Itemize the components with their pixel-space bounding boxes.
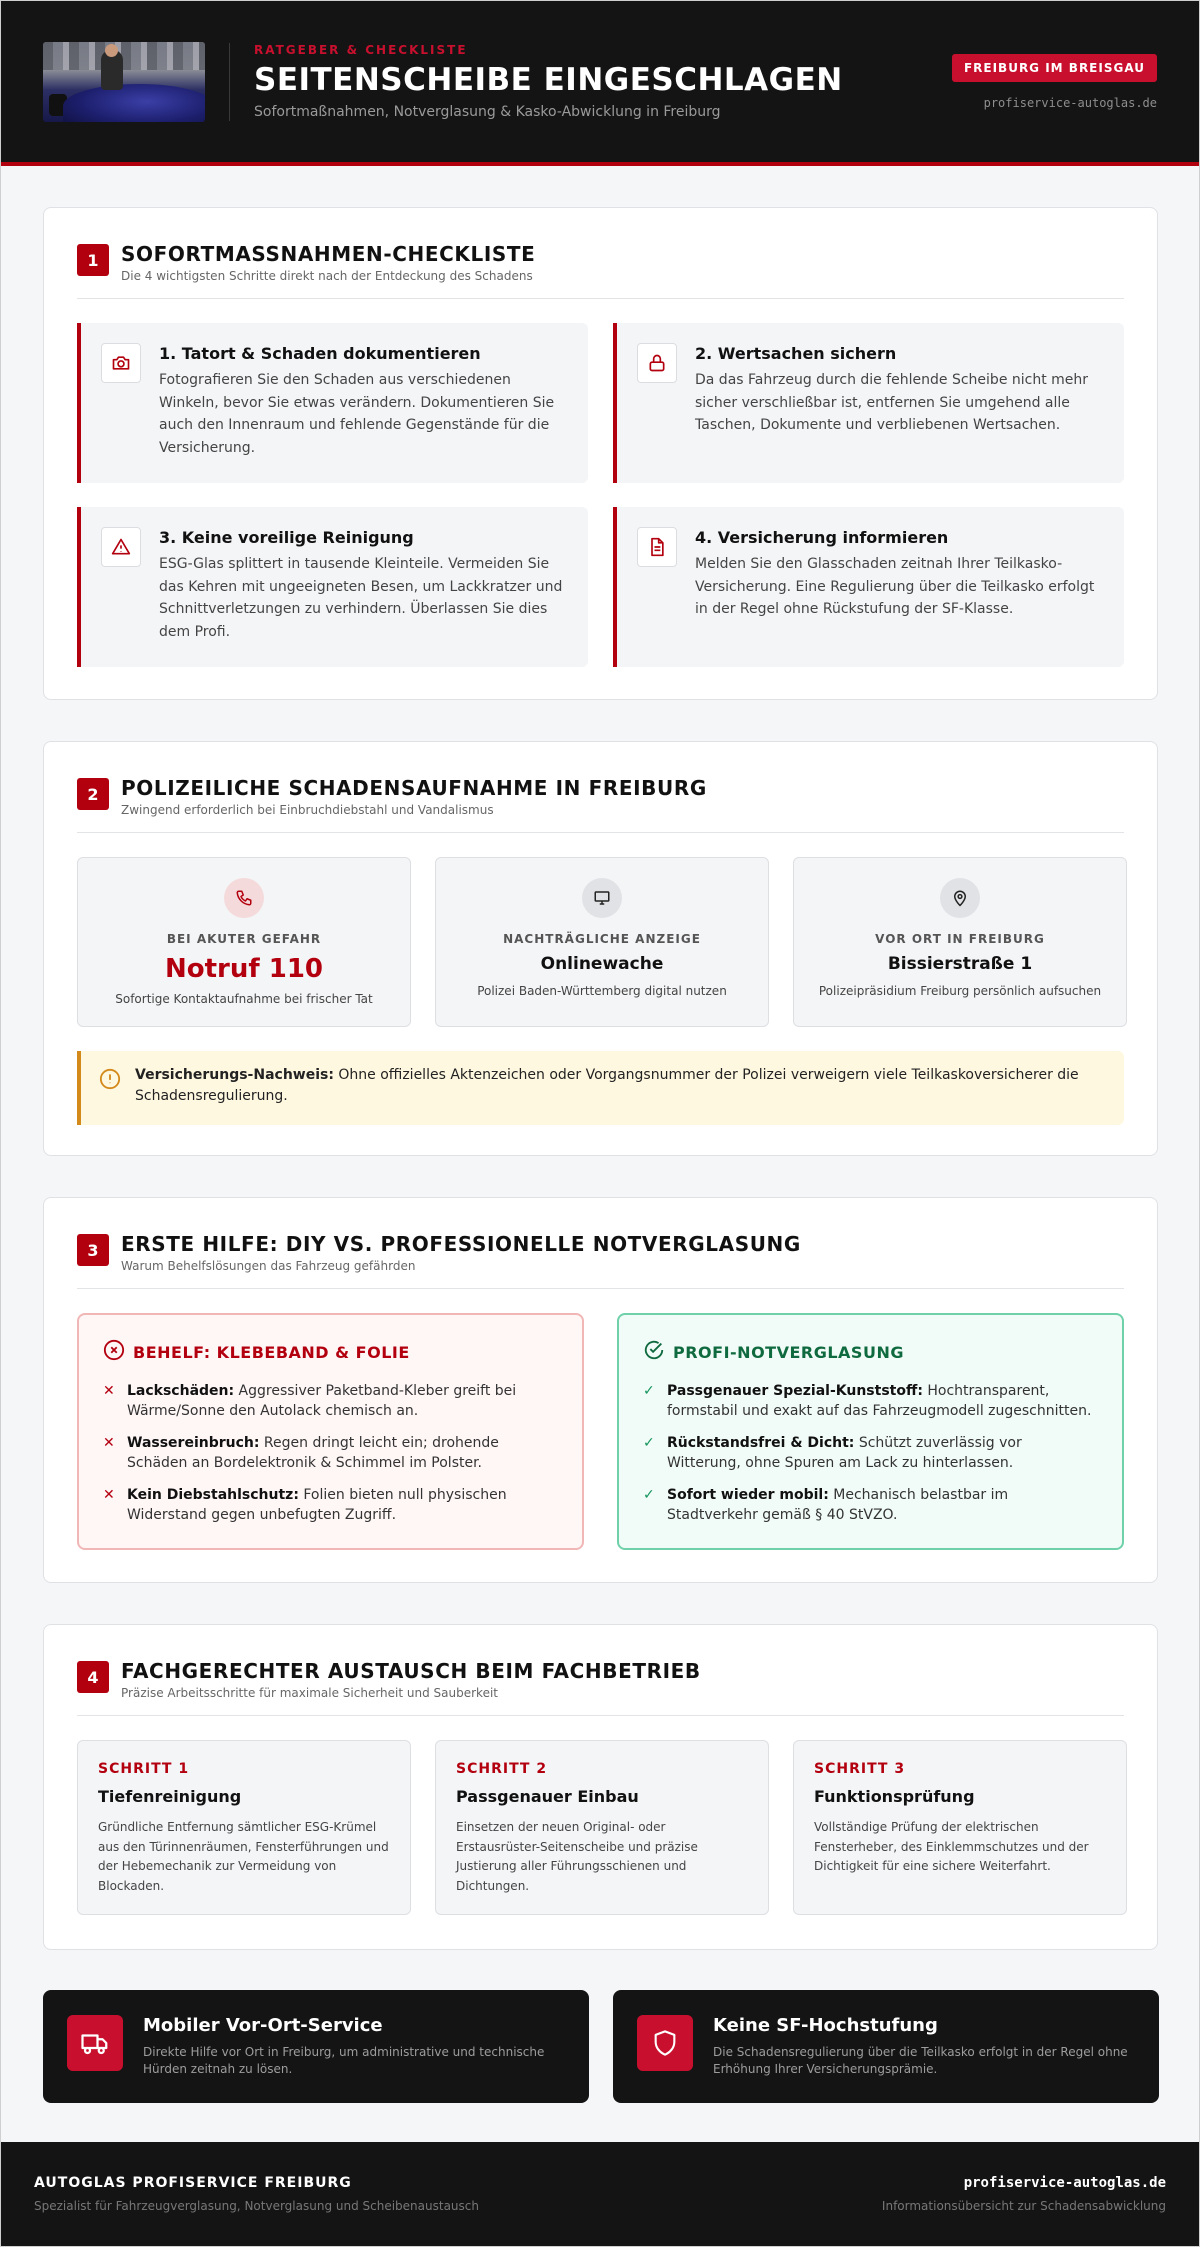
section-title: FACHGERECHTER AUSTAUSCH BEIM FACHBETRIEB [121, 1659, 701, 1683]
police-card-label: NACHTRÄGLICHE ANZEIGE [503, 932, 701, 946]
notice-text: Ohne offizielles Aktenzeichen oder Vorgangsnummer der Polizei verweigern viele Teilkaskoversicherer die Schadensregulierung. [135, 1067, 1079, 1104]
footer [1, 2142, 1199, 2246]
section-subtitle: Präzise Arbeitsschritte für maximale Sicherheit und Sauberkeit [121, 1686, 498, 1700]
step-title: Passgenauer Einbau [456, 1787, 639, 1806]
police-card-label: BEI AKUTER GEFAHR [166, 932, 322, 946]
header-divider [229, 43, 230, 121]
check-mark-icon: ✓ [643, 1487, 655, 1503]
feature-title: Mobiler Vor-Ort-Service [143, 2015, 383, 2036]
checklist-item-title: 3. Keine voreilige Reinigung [159, 528, 414, 547]
lock-icon [637, 343, 677, 383]
warning-icon [101, 527, 141, 567]
police-card-desc: Sofortige Kontaktaufnahme bei frischer Tat [115, 992, 373, 1006]
x-mark-icon: ✕ [103, 1435, 115, 1451]
section-checklist [43, 207, 1158, 700]
section-number: 4 [77, 1661, 109, 1693]
check-mark-icon: ✓ [643, 1383, 655, 1399]
checklist-item-desc: Da das Fahrzeug durch die fehlende Scheibe nicht mehr sicher verschließbar ist, entfernen Sie umgehend alle Taschen, Dokumente und verbliebenen Wertsachen. [695, 372, 1089, 433]
checklist-item-desc: Fotografieren Sie den Schaden aus verschiedenen Winkeln, bevor Sie etwas verändern. Dokumentieren Sie auch den Innenraum und fehlende Gegenstände für die Versicherung. [159, 372, 555, 456]
x-mark-icon: ✕ [103, 1383, 115, 1399]
list-item: ✕ Lackschäden: Aggressiver Paketband-Kleber greift bei Wärme/Sonne den Autolack chemisch an. [103, 1383, 517, 1419]
step-desc: Gründliche Entfernung sämtlicher ESG-Krümel aus den Türinnenräumen, Fensterführungen und der Hebemechanik zur Vermeidung von Blockaden. [98, 1820, 389, 1893]
footer-brand: AUTOGLAS PROFISERVICE FREIBURG [34, 2175, 352, 2191]
check-circle-icon [643, 1339, 673, 1365]
footer-tagline: Spezialist für Fahrzeugverglasung, Notverglasung und Scheibenaustausch [34, 2199, 479, 2213]
section-title: POLIZEILICHE SCHADENSAUFNAHME IN FREIBURG [121, 776, 707, 800]
hero-photo [43, 42, 205, 122]
feature-desc: Direkte Hilfe vor Ort in Freiburg, um administrative und technische Hürden zeitnah zu lösen. [143, 2045, 545, 2076]
section-title: SOFORTMASSNAHMEN-CHECKLISTE [121, 242, 536, 266]
section-comparison [43, 1197, 1158, 1583]
feature-desc: Die Schadensregulierung über die Teilkasko erfolgt in der Regel ohne Erhöhung Ihrer Versicherungsprämie. [713, 2045, 1128, 2076]
section-title: ERSTE HILFE: DIY VS. PROFESSIONELLE NOTVERGLASUNG [121, 1232, 801, 1256]
checklist-item [613, 507, 1124, 667]
section-subtitle: Warum Behelfslösungen das Fahrzeug gefährden [121, 1259, 416, 1273]
footer-domain-link[interactable]: profiservice-autoglas.de [963, 2175, 1166, 2191]
checklist-item-title: 1. Tatort & Schaden dokumentieren [159, 344, 481, 363]
police-card-value[interactable]: Bissierstraße 1 [887, 954, 1033, 974]
camera-icon [101, 343, 141, 383]
step-title: Tiefenreinigung [98, 1787, 242, 1806]
checklist-item-desc: Melden Sie den Glasschaden zeitnah Ihrer Teilkasko-Versicherung. Eine Regulierung über die Teilkasko erfolgt in der Regel ohne Rückstufung der SF-Klasse. [695, 556, 1095, 617]
header [1, 1, 1199, 166]
step-desc: Vollständige Prüfung der elektrischen Fensterheber, des Einklemmschutzes und der Dichtigkeit für eine sichere Weiterfahrt. [814, 1820, 1089, 1873]
section-subtitle: Zwingend erforderlich bei Einbruchdiebstahl und Vandalismus [121, 803, 494, 817]
step-card [435, 1740, 769, 1915]
pro-title: PROFI-NOTVERGLASUNG [673, 1342, 904, 1362]
footer-note: Informationsübersicht zur Schadensabwicklung [881, 2199, 1166, 2213]
list-item: ✕ Wassereinbruch: Regen dringt leicht ein; drohende Schäden an Bordelektronik & Schimmel im Polster. [103, 1435, 499, 1471]
feature-title: Keine SF-Hochstufung [713, 2015, 938, 2036]
map-pin-icon [940, 878, 980, 918]
police-card-desc: Polizei Baden-Württemberg digital nutzen [477, 984, 727, 998]
police-card-label: VOR ORT IN FREIBURG [875, 932, 1045, 946]
police-card-value[interactable]: Onlinewache [540, 954, 664, 974]
police-card-online [435, 857, 769, 1027]
monitor-icon [582, 878, 622, 918]
checklist-item [77, 507, 588, 667]
pro-box [617, 1313, 1124, 1550]
feature-no-sf-upgrade [613, 1990, 1159, 2103]
police-card-location [793, 857, 1127, 1027]
police-card-value[interactable]: Notruf 110 [164, 954, 324, 984]
x-mark-icon: ✕ [103, 1487, 115, 1503]
step-card [793, 1740, 1127, 1915]
header-domain[interactable]: profiservice-autoglas.de [983, 95, 1157, 110]
section-number: 1 [77, 244, 109, 276]
page-title: SEITENSCHEIBE EINGESCHLAGEN [254, 61, 843, 98]
police-card-emergency [77, 857, 411, 1027]
checklist-item-title: 2. Wertsachen sichern [695, 344, 897, 363]
police-card-desc: Polizeipräsidium Freiburg persönlich aufsuchen [818, 984, 1102, 998]
truck-icon [67, 2015, 123, 2071]
checklist-item-desc: ESG-Glas splittert in tausende Kleinteile. Vermeiden Sie das Kehren mit ungeeigneten Besen, um Lackkratzer und Schnittverletzungen zu verhindern. Überlassen Sie dies dem Profi. [159, 556, 563, 640]
list-item: ✓ Passgenauer Spezial-Kunststoff: Hochtransparent, formstabil und exakt auf das Fahrzeugmodell zugeschnitten. [643, 1383, 1092, 1419]
alert-circle-icon [99, 1068, 121, 1090]
page-subtitle: Sofortmaßnahmen, Notverglasung & Kasko-Abwicklung in Freiburg [254, 104, 721, 121]
list-item: ✓ Rückstandsfrei & Dicht: Schützt zuverlässig vor Witterung, ohne Spuren am Lack zu hinterlassen. [643, 1435, 1022, 1471]
notice-label: Versicherungs-Nachweis: [135, 1067, 334, 1083]
diy-title: BEHELF: KLEBEBAND & FOLIE [133, 1342, 410, 1362]
section-subtitle: Die 4 wichtigsten Schritte direkt nach der Entdeckung des Schadens [121, 269, 533, 283]
list-item: ✓ Sofort wieder mobil: Mechanisch belastbar im Stadtverkehr gemäß § 40 StVZO. [643, 1487, 1009, 1523]
list-item: ✕ Kein Diebstahlschutz: Folien bieten null physischen Widerstand gegen unbefugten Zugriff. [103, 1487, 507, 1523]
step-label: SCHRITT 1 [98, 1761, 190, 1777]
step-title: Funktionsprüfung [814, 1787, 975, 1806]
section-steps [43, 1624, 1158, 1950]
checklist-item [77, 323, 588, 483]
insurance-notice [77, 1051, 1124, 1125]
city-badge: FREIBURG IM BREISGAU [952, 54, 1157, 82]
checklist-item [613, 323, 1124, 483]
document-icon [637, 527, 677, 567]
check-mark-icon: ✓ [643, 1435, 655, 1451]
step-desc: Einsetzen der neuen Original- oder Erstausrüster-Seitenscheibe und präzise Justierung aller Führungsschienen und Dichtungen. [456, 1820, 698, 1893]
section-number: 3 [77, 1234, 109, 1266]
header-kicker: RATGEBER & CHECKLISTE [254, 42, 468, 57]
shield-icon [637, 2015, 693, 2071]
step-label: SCHRITT 3 [814, 1761, 906, 1777]
phone-icon [224, 878, 264, 918]
section-police [43, 741, 1158, 1156]
step-card [77, 1740, 411, 1915]
x-circle-icon [103, 1339, 133, 1365]
diy-box [77, 1313, 584, 1550]
section-number: 2 [77, 778, 109, 810]
checklist-item-title: 4. Versicherung informieren [695, 528, 949, 547]
step-label: SCHRITT 2 [456, 1761, 548, 1777]
feature-mobile-service [43, 1990, 589, 2103]
